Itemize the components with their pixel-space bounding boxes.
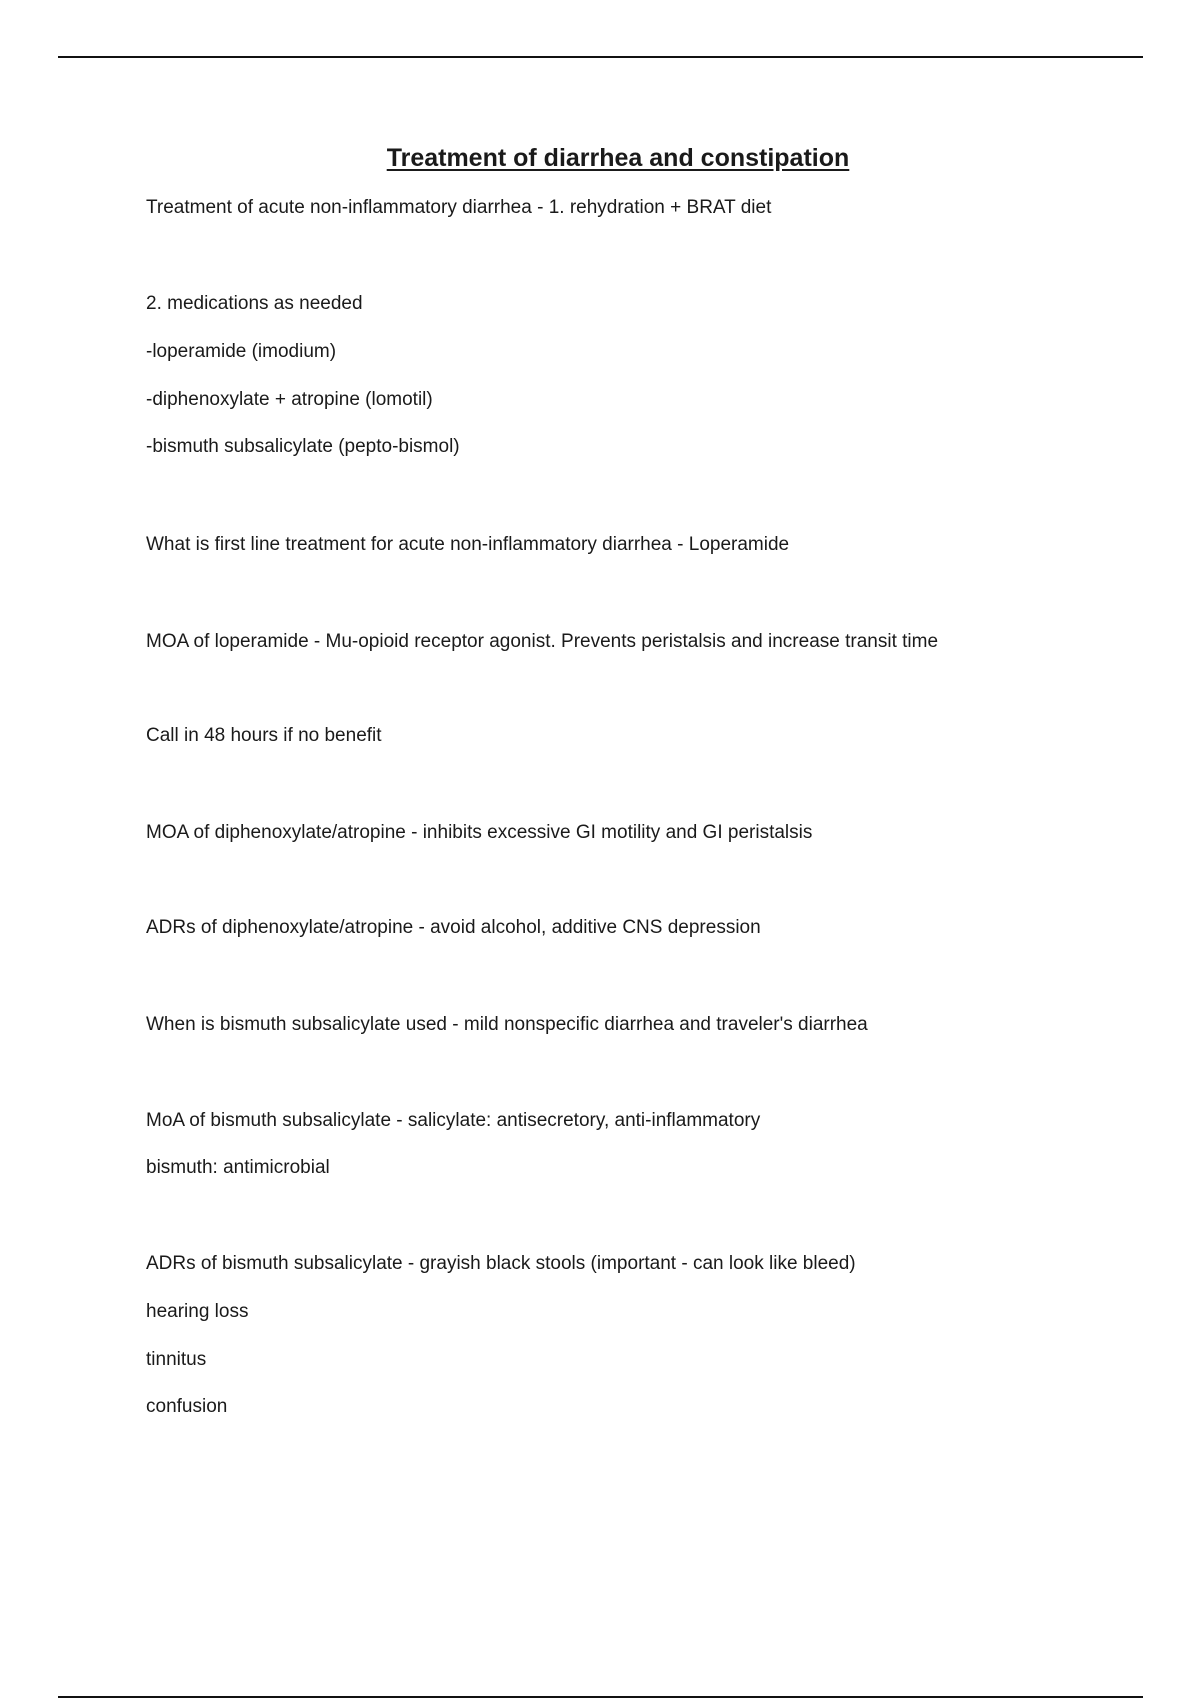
- text-line: -bismuth subsalicylate (pepto-bismol): [146, 436, 460, 457]
- header-rule: [58, 56, 1143, 58]
- text-line: MOA of loperamide - Mu-opioid receptor agonist. Prevents peristalsis and increase transit time: [146, 631, 939, 652]
- text-line: MOA of diphenoxylate/atropine - inhibits excessive GI motility and GI peristalsis: [146, 822, 813, 843]
- text-line: 2. medications as needed: [146, 293, 363, 314]
- text-line: When is bismuth subsalicylate used - mild nonspecific diarrhea and traveler's diarrhea: [146, 1014, 868, 1035]
- text-line: -diphenoxylate + atropine (lomotil): [146, 389, 433, 410]
- footer-rule: [58, 1696, 1143, 1698]
- text-line: Call in 48 hours if no benefit: [146, 725, 382, 746]
- text-line: Treatment of acute non-inflammatory diarrhea - 1. rehydration + BRAT diet: [146, 197, 772, 218]
- text-line: hearing loss: [146, 1301, 249, 1322]
- text-line: tinnitus: [146, 1349, 207, 1370]
- text-line: What is first line treatment for acute non-inflammatory diarrhea - Loperamide: [146, 534, 790, 555]
- text-line: confusion: [146, 1396, 228, 1417]
- text-line: -loperamide (imodium): [146, 341, 337, 362]
- text-line: MoA of bismuth subsalicylate - salicylate: antisecretory, anti-inflammatory: [146, 1110, 761, 1131]
- text-line: ADRs of diphenoxylate/atropine - avoid alcohol, additive CNS depression: [146, 917, 761, 938]
- text-line: bismuth: antimicrobial: [146, 1157, 330, 1178]
- page-title: Treatment of diarrhea and constipation: [386, 144, 850, 172]
- text-line: ADRs of bismuth subsalicylate - grayish black stools (important - can look like bleed): [146, 1253, 856, 1274]
